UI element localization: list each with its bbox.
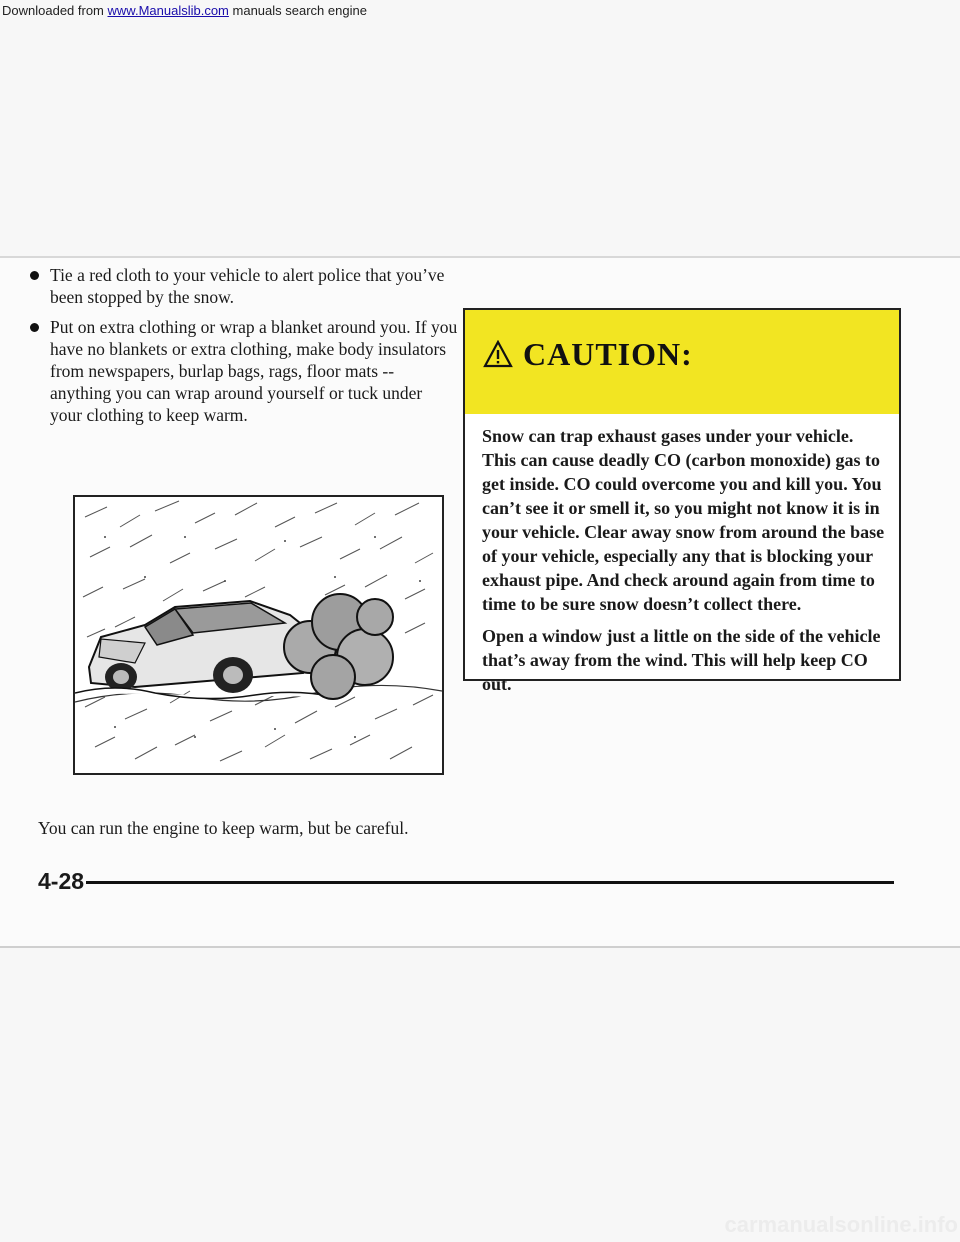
caution-body <box>465 414 899 696</box>
watermark-footer <box>0 1200 960 1242</box>
bullet-text: Tie a red cloth to your vehicle to alert police that you’ve been stopped by the snow. <box>50 265 445 307</box>
bullet-text: Put on extra clothing or wrap a blanket around you. If you have no blankets or extra clothing, make body insulators from newspapers, burlap bags, rags, floor mats -- anything you can wrap around yourself or tuck under your clothing to keep warm. <box>50 317 458 425</box>
manualslib-link[interactable]: www.Manualslib.com <box>107 3 229 18</box>
list-item <box>38 264 458 308</box>
page-rule <box>86 881 894 884</box>
page-bottom-edge <box>0 946 960 948</box>
caution-title: CAUTION: <box>523 336 693 372</box>
bullet-list <box>38 264 458 434</box>
car-in-snow-image <box>75 497 442 773</box>
caution-paragraph: Open a window just a little on the side of the vehicle that’s away from the wind. This will help keep CO out. <box>482 626 881 694</box>
snowbound-car-illustration <box>73 495 444 775</box>
header-prefix: Downloaded from <box>2 3 104 18</box>
warm-engine-text: You can run the engine to keep warm, but be careful. <box>38 818 409 838</box>
download-header <box>0 0 960 20</box>
bullet-dot-icon <box>30 323 39 332</box>
footer-brand: carmanualsonline.info <box>724 1212 958 1237</box>
caution-paragraph: Snow can trap exhaust gases under your vehicle. This can cause deadly CO (carbon monoxide) gas to get inside. CO could overcome you and kill you. You can’t see it or smell it, so you might not know it is in your vehicle. Clear away snow from around the base of your vehicle, especially any that is blocking your exhaust pipe. And check around again from time to time to be sure snow doesn’t collect there. <box>482 426 885 614</box>
bullet-dot-icon <box>30 271 39 280</box>
caution-box <box>463 308 901 694</box>
page-footer-bar <box>38 868 894 894</box>
page-number: 4-28 <box>38 868 85 894</box>
list-item <box>38 316 458 426</box>
header-suffix: manuals search engine <box>232 3 367 18</box>
caution-header <box>465 310 899 414</box>
